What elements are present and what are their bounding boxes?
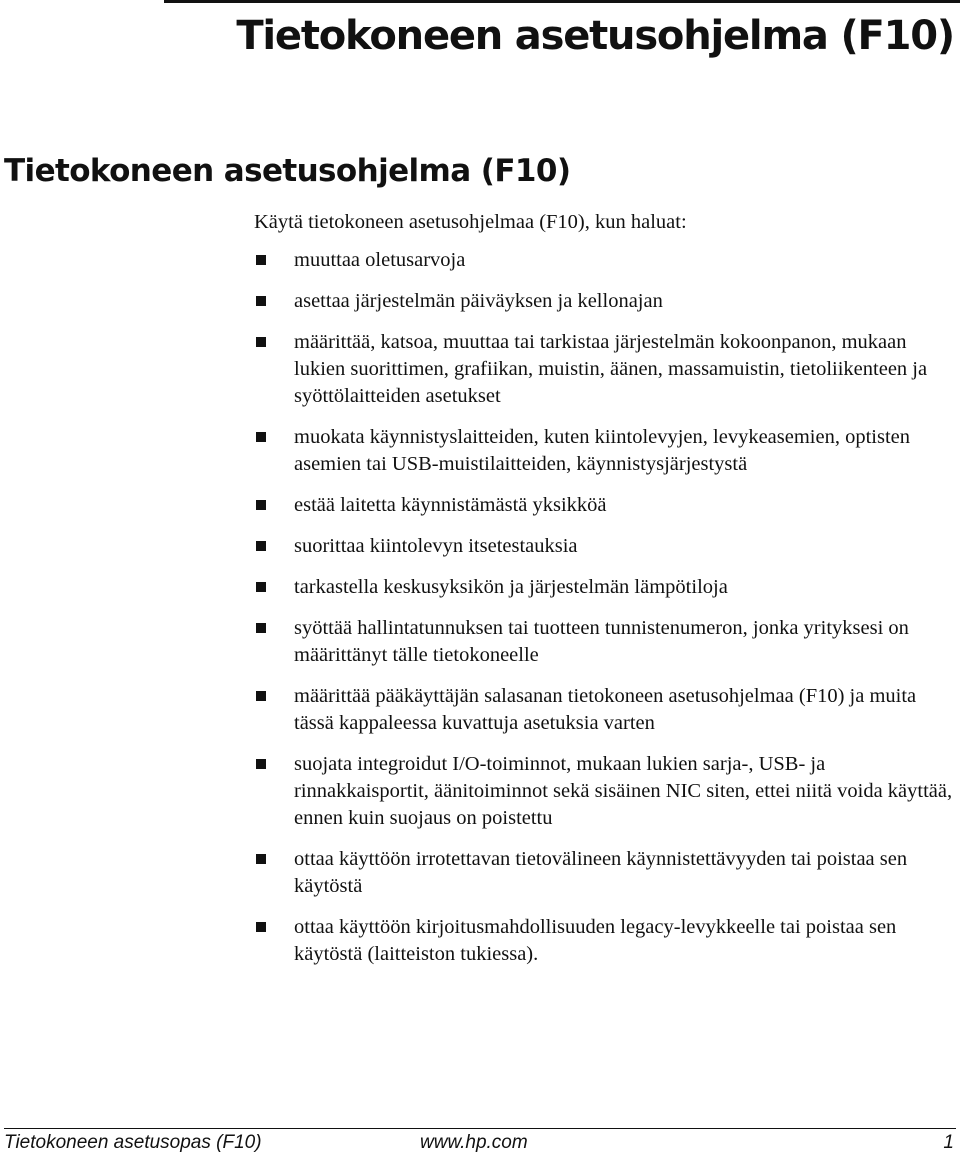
bullet-item [254, 247, 954, 274]
bullet-text: tarkastella keskusyksikön ja järjestelmän lämpötiloja [294, 576, 728, 598]
square-bullet-icon [256, 623, 266, 633]
square-bullet-icon [256, 296, 266, 306]
bullet-text: määrittää, katsoa, muuttaa tai tarkistaa järjestelmän kokoonpanon, mukaan lukien suorittimen, grafiikan, muistin, äänen, massamuistin, tietoliikenteen ja syöttölaitteiden asetukset [294, 331, 928, 407]
footer-doc-title: Tietokoneen asetusopas (F10) [4, 1132, 262, 1153]
square-bullet-icon [256, 854, 266, 864]
square-bullet-icon [256, 432, 266, 442]
bullet-item [254, 751, 954, 832]
bullet-text: muuttaa oletusarvoja [294, 249, 466, 271]
square-bullet-icon [256, 500, 266, 510]
bullet-item [254, 846, 954, 900]
section-body [254, 209, 954, 982]
bullet-text: suojata integroidut I/O-toiminnot, mukaan lukien sarja-, USB- ja rinnakkaisportit, äänitoiminnot sekä sisäinen NIC siten, ettei niitä voida käyttää, ennen kuin suojaus on poistettu [294, 753, 953, 829]
bullet-item [254, 683, 954, 737]
bullet-item [254, 533, 954, 560]
section-title: Tietokoneen asetusohjelma (F10) [4, 153, 571, 189]
bullet-text: ottaa käyttöön kirjoitusmahdollisuuden legacy-levykkeelle tai poistaa sen käytöstä (laitteiston tukiessa). [294, 916, 897, 965]
bullet-text: määrittää pääkäyttäjän salasanan tietokoneen asetusohjelmaa (F10) ja muita tässä kappaleessa kuvattuja asetuksia varten [294, 685, 917, 734]
square-bullet-icon [256, 691, 266, 701]
bullet-item [254, 288, 954, 315]
bullet-text: suorittaa kiintolevyn itsetestauksia [294, 535, 578, 557]
chapter-title: Tietokoneen asetusohjelma (F10) [236, 13, 954, 59]
square-bullet-icon [256, 337, 266, 347]
square-bullet-icon [256, 582, 266, 592]
bullet-item [254, 574, 954, 601]
bullet-text: muokata käynnistyslaitteiden, kuten kiintolevyjen, levykeasemien, optisten asemien tai USB-muistilaitteiden, käynnistysjärjestystä [294, 426, 911, 475]
page-number: 1 [943, 1132, 954, 1153]
bullet-text: ottaa käyttöön irrotettavan tietovälineen käynnistettävyyden tai poistaa sen käytöstä [294, 848, 908, 897]
square-bullet-icon [256, 541, 266, 551]
footer-url: www.hp.com [420, 1132, 528, 1153]
header-rule [164, 0, 960, 3]
bullet-item [254, 492, 954, 519]
bullet-item [254, 329, 954, 410]
bullet-list [254, 247, 954, 968]
square-bullet-icon [256, 759, 266, 769]
square-bullet-icon [256, 922, 266, 932]
bullet-text: syöttää hallintatunnuksen tai tuotteen tunnistenumeron, jonka yrityksesi on määrittänyt tälle tietokoneelle [294, 617, 909, 666]
intro-paragraph: Käytä tietokoneen asetusohjelmaa (F10), kun haluat: [254, 211, 687, 233]
square-bullet-icon [256, 255, 266, 265]
bullet-item [254, 914, 954, 968]
bullet-text: asettaa järjestelmän päiväyksen ja kellonajan [294, 290, 663, 312]
bullet-item [254, 424, 954, 478]
page-footer [4, 1128, 956, 1153]
bullet-text: estää laitetta käynnistämästä yksikköä [294, 494, 607, 516]
bullet-item [254, 615, 954, 669]
